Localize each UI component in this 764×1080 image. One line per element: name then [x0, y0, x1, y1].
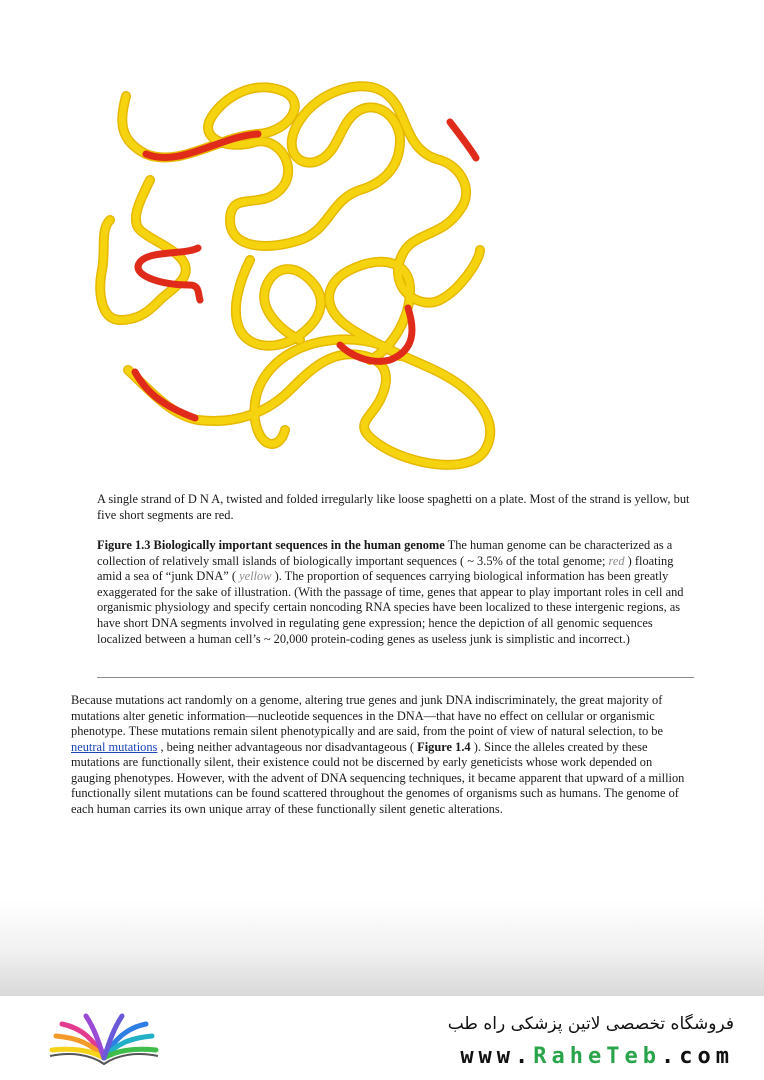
- body-text-3: ). Since the alleles created by these mutations are functionally silent, their existence could not be discerned by early geneticists whose work depended on gauging phenotypes. However, with the advent of DNA sequencing techniques, it became apparent that upward of a million functionally silent mutations can be found scattered throughout the genomes of organisms such as humans. The genome of each human carries its own unique array of these functionally silent genetic alterations.: [71, 739, 685, 816]
- dna-strand-outline: [100, 86, 490, 465]
- red-segment-2: [450, 122, 476, 158]
- shop-url[interactable]: [354, 1044, 734, 1069]
- caption-red-word: red: [608, 553, 625, 568]
- dna-strand-figure: [80, 80, 520, 490]
- caption-text-2: ) floating amid a sea of “junk DNA” (: [97, 553, 674, 584]
- open-book-icon: [42, 1010, 166, 1068]
- body-text-1: Because mutations act randomly on a genome, altering true genes and junk DNA indiscriminately, the great majority of mutations alter genetic information—nucleotide sequences in the DNA—that have no effect on cellular or organismic phenotype. These mutations remain silent phenotypically and are said, from the point of view of natural selection, to be: [71, 693, 663, 738]
- neutral-mutations-link[interactable]: neutral mutations: [71, 739, 158, 754]
- caption-text-3: ). The proportion of sequences carrying biological information has been greatly exaggerated for the sake of illustration. (With the passage of time, genes that appear to play important roles in cell and organismic physiology and specify certain noncoding RNA species have been localized to these intergenic regions, as have short DNA segments involved in regulating gene expression; hence the depiction of all genomic sequences localized between a human cell’s ~ 20,000 protein-coding genes as useless junk is simplistic and incorrect.): [97, 569, 684, 646]
- shop-name: فروشگاه تخصصی لاتین پزشکی راه طب: [447, 1014, 734, 1034]
- figure-reference[interactable]: Figure 1.4: [417, 739, 471, 754]
- figure-alt-text: A single strand of D N A, twisted and folded irregularly like loose spaghetti on a plate. Most of the strand is yellow, but five short segments are red.: [97, 492, 690, 522]
- section-divider: [97, 677, 694, 678]
- body-paragraph: [71, 693, 695, 817]
- page-shadow: [0, 900, 764, 996]
- url-prefix: www.: [460, 1044, 534, 1069]
- body-text-2: , being neither advantageous nor disadvantageous (: [157, 739, 418, 754]
- url-suffix: .com: [661, 1044, 734, 1069]
- caption-title: Figure 1.3 Biologically important sequences in the human genome: [97, 538, 445, 552]
- caption-text-1: The human genome can be characterized as a collection of relatively small islands of biologically important sequences ( ~ 3.5% of the total genome;: [97, 538, 673, 568]
- caption-yellow-word: yellow: [239, 569, 272, 584]
- url-brand: RaheTeb: [533, 1044, 662, 1069]
- figure-caption: [97, 538, 697, 647]
